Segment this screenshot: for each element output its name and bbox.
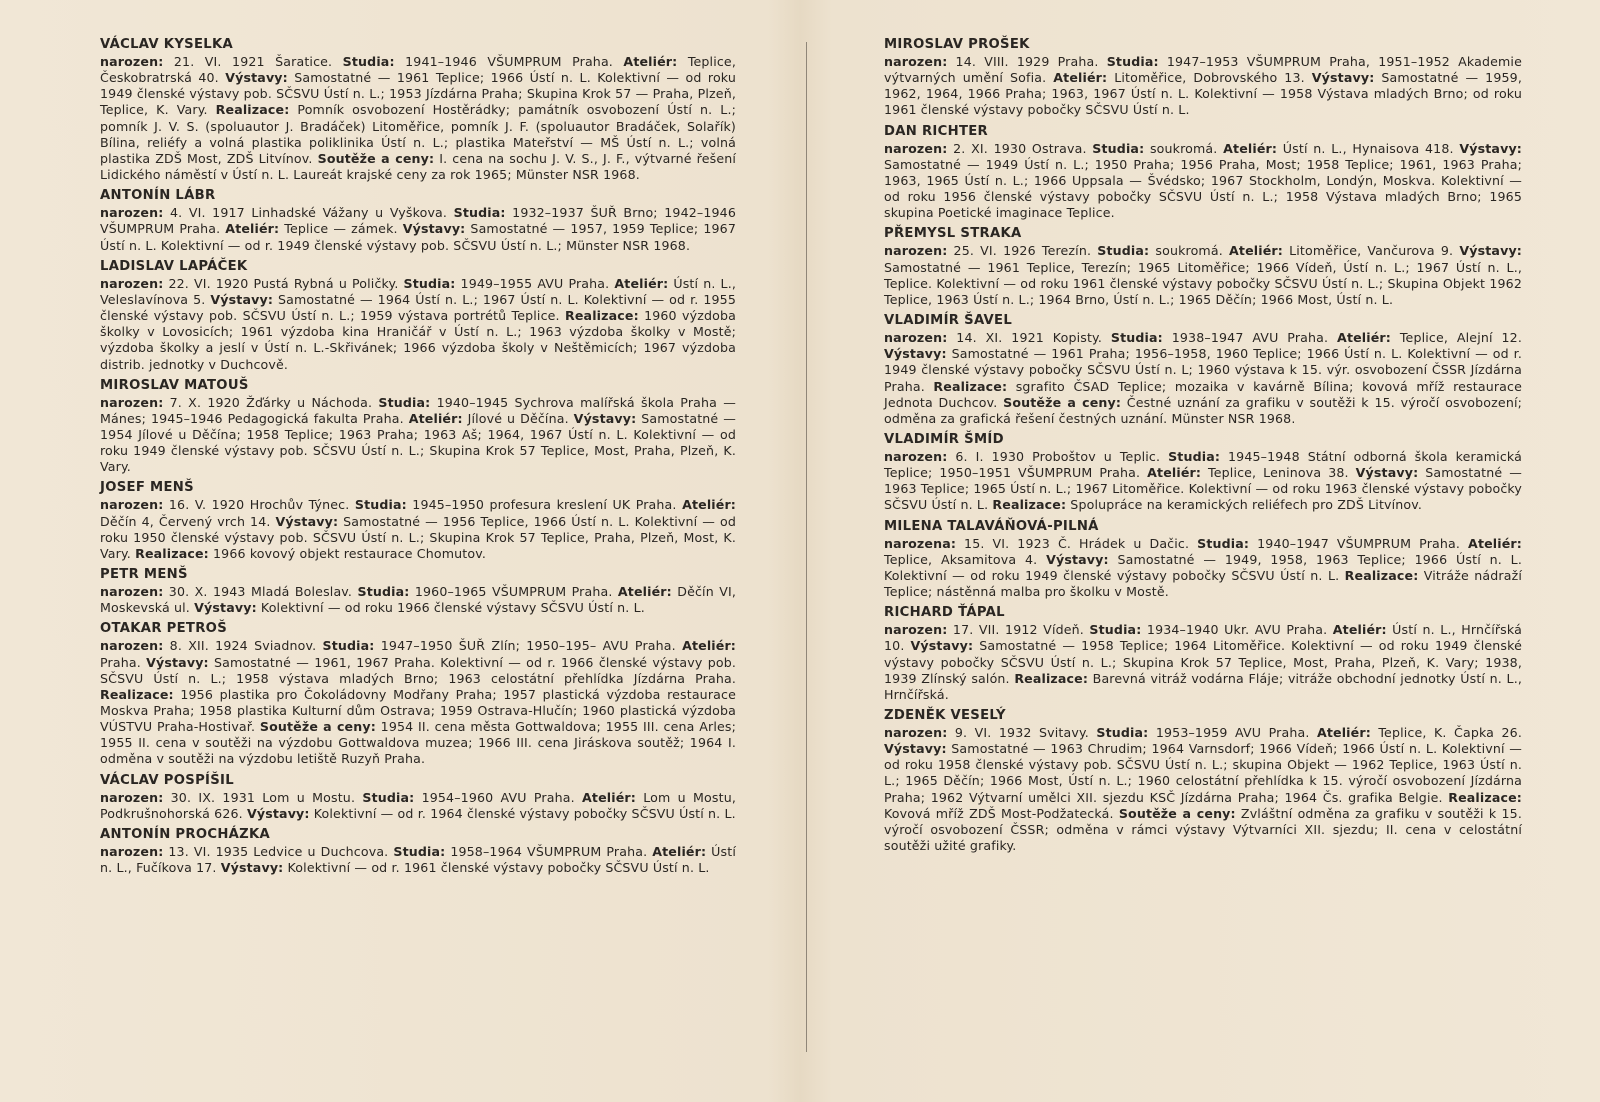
field-label: Výstavy: [225,70,288,86]
field-label: Výstavy: [1311,70,1375,86]
field-label: Realizace: [933,378,1008,394]
field-label: narozen: [884,243,948,259]
field-value: Samostatné — 1963 Teplice; 1965 Ústí n. L.; 1967 Litoměřice. Kolektivní — od roku 1963 členské výstavy pobočky SČSVU Ústí n. L. [884,465,1522,513]
artist-entry [884,604,1522,703]
field-value: Děčín VI, Moskevská ul. [100,584,736,616]
field-label: Výstavy: [275,513,339,529]
field-value: Samostatné — 1961 Teplice; 1966 Ústí n. L. Kolektivní — od roku 1949 členské výstavy pob. SČSVU Ústí n. L.; 1953 Jízdárna Praha; Skupina Krok 57 — Praha, Plzeň, Teplice, K. Vary. [100,70,736,118]
field-value: Ústí n. L., Hynaisova 418. [1277,140,1460,156]
artist-name: MIROSLAV PROŠEK [884,37,1030,52]
field-label: Soutěže a ceny: [1003,394,1122,410]
field-label: Realizace: [215,102,290,118]
field-value: 4. VI. 1917 Linhadské Vážany u Vyškova. [163,205,454,221]
field-label: narozen: [100,205,164,221]
artist-entry [100,187,736,253]
field-label: Studia: [1106,54,1159,69]
field-label: narozen: [100,843,164,859]
field-value: 1947–1953 VŠUMPRUM Praha, 1951–1952 Akademie výtvarných umění Sofia. [884,54,1522,86]
field-value: 16. V. 1920 Hrochův Týnec. [163,497,355,513]
artist-name: ANTONÍN LÁBR [100,188,216,204]
field-value: Barevná vitráž vodárna Fláje; vitráže obchodní jednotky Ústí n. L., Hrnčířská. [884,670,1523,702]
field-value: soukromá. [1149,243,1229,259]
artist-entry [884,431,1522,514]
field-label: Ateliér: [1229,243,1283,259]
artist-name: PŘEMYSL STRAKA [884,226,1022,242]
field-label: narozen: [100,584,164,600]
artist-biography [100,638,736,767]
artist-entry [100,826,736,876]
field-label: Soutěže a ceny: [317,150,435,166]
field-value: 22. VI. 1920 Pustá Rybná u Poličky. [163,275,404,291]
artist-entry [884,225,1522,308]
field-label: Výstavy: [910,638,974,654]
field-label: narozena: [884,535,957,551]
artist-entry [884,36,1522,119]
field-label: Realizace: [565,308,639,324]
artist-name: VLADIMÍR ŠAVEL [884,313,1013,329]
field-label: Ateliér: [682,638,736,654]
left-column [100,36,736,880]
artist-biography [100,844,736,876]
field-value: Jílové u Děčína. [462,410,574,426]
artist-entry [884,123,1522,222]
artist-entry [100,36,736,183]
artist-biography [884,243,1522,308]
field-label: Ateliér: [225,221,280,237]
field-label: Výstavy: [210,291,274,307]
field-label: narozen: [100,497,164,513]
field-value: Samostatné — 1949 Ústí n. L.; 1950 Praha; 1956 Praha, Most; 1958 Teplice; 1961, 1963 Praha; 1963, 1965 Ústí n. L.; 1966 Uppsala — Švédsko; 1967 Stockholm, Londýn, Moskva. Kolektivní — od roku 1956 členské výstavy pobočky SČSVU Ústí n. L.; 1958 Výstava mladých Brno; 1965 skupina Poetické imaginace Teplice. [884,156,1522,221]
field-label: Studia: [362,789,415,805]
field-label: narozen: [884,448,948,464]
field-label: Studia: [393,843,446,859]
artist-biography [884,141,1522,222]
field-value: 1960–1965 VŠUMPRUM Praha. [409,584,618,600]
field-value: 1954 II. cena města Gottwaldova; 1955 III. cena Arles; 1955 II. cena v soutěži na výzdobu Gottwaldova muzea; 1966 III. cena Jiráskova soutěž; 1964 I. odměna v soutěži na výzdobu letiště Ruzyň Praha. [100,719,736,767]
field-label: Ateliér: [408,410,463,426]
field-value: Ústí n. L., Hrnčířská 10. [884,622,1522,654]
field-label: Ateliér: [1223,140,1278,156]
artist-biography [884,54,1522,119]
field-label: Výstavy: [1355,465,1419,481]
field-label: Ateliér: [617,584,672,600]
field-value: 15. VI. 1923 Č. Hrádek u Dačic. [956,535,1198,551]
field-label: Výstavy: [194,600,257,616]
field-label: Ateliér: [1316,725,1371,740]
artist-biography [100,584,736,616]
field-value: Samostatné — 1954 Jílové u Děčína; 1958 Teplice; 1963 Praha; 1963 Aš; 1964, 1967 Ústí n. L. Kolektivní — od roku 1949 členské výstavy pob. SČSVU Ústí n. L.; Skupina Krok 57 Teplice, Most, Praha, Plzeň, K. Vary. [100,410,736,475]
field-label: Studia: [354,497,407,513]
artist-name: RICHARD ŤÁPAL [884,605,1005,621]
artist-entry [884,707,1522,854]
field-label: Ateliér: [1332,622,1387,638]
artist-name: PETR MENŠ [100,567,188,583]
field-label: narozen: [884,622,948,638]
field-value: Kolektivní — od r. 1961 členské výstavy pobočky SČSVU Ústí n. L. [283,860,710,876]
field-label: Realizace: [135,545,209,561]
artist-biography [100,395,736,476]
artist-entry [100,258,736,373]
field-value: 30. IX. 1931 Lom u Mostu. [163,789,363,805]
field-label: Výstavy: [246,805,310,821]
field-value: 30. X. 1943 Mladá Boleslav. [163,584,358,600]
field-label: Studia: [1110,330,1163,346]
field-label: narozen: [884,54,948,69]
field-label: Výstavy: [402,221,466,237]
artist-entry [100,772,736,822]
field-value: sgrafito ČSAD Teplice; mozaika v kavárně Bílina; kovová mříž restaurace Jednota Duchcov. [884,378,1522,410]
field-value: Praha. [100,654,147,670]
artist-entry [100,479,736,562]
field-value: Samostatné — 1963 Chrudim; 1964 Varnsdorf; 1966 Vídeň; 1966 Ústí n. L. Kolektivní — od roku 1958 členské výstavy pob. SČSVU Ústí n. L.; skupina Objekt — 1962 Teplice, 1963 Ústí n. L.; 1965 Děčín; 1966 Most, Ústí n. L.; 1960 celostátní přehlídka k 15. výročí osvobození Jízdárna Praha; 1962 Výtvarní umělci XII. sjezdu KSČ Jízdárna Praha; 1964 Čs. grafika Belgie. [884,741,1522,805]
field-label: narozen: [100,638,164,654]
field-value: Ústí n. L., Fučíkova 17. [100,843,736,876]
field-label: Realizace: [1014,670,1089,686]
field-label: Realizace: [1344,567,1419,583]
artist-entry [884,518,1522,601]
field-label: Výstavy: [1459,243,1522,259]
artist-name: ANTONÍN PROCHÁZKA [100,826,271,842]
field-label: Studia: [1092,140,1145,156]
artist-name: LADISLAV LAPÁČEK [100,258,248,274]
artist-name: MILENA TALAVÁŇOVÁ-PILNÁ [884,518,1099,534]
field-label: Výstavy: [1459,140,1522,156]
field-value: 1938–1947 AVU Praha. [1162,330,1338,346]
field-value: Samostatné — 1961, 1967 Praha. Kolektivní — od r. 1966 členské výstavy pob. SČSVU Ústí n. L.; 1958 výstava mladých Brno; 1963 celostátní přehlídka Jízdárna Praha. [100,654,737,686]
field-value: Vitráže nádraží Teplice; nástěnná malba pro školku v Mostě. [884,567,1522,600]
field-label: Realizace: [992,497,1067,513]
artist-name: DAN RICHTER [884,123,989,139]
field-value: Spolupráce na keramických reliéfech pro ZDŠ Litvínov. [1066,497,1423,513]
artist-biography [100,497,736,562]
field-value: soukromá. [1144,140,1224,156]
field-value: 2. XI. 1930 Ostrava. [947,140,1093,156]
field-label: Ateliér: [1337,330,1391,346]
field-label: Soutěže a ceny: [1118,805,1236,821]
field-value: Pomník osvobození Hostěrádky; památník osvobození Ústí n. L.; pomník J. V. S. (spoluautor J. Bradáček) Litoměřice, pomník J. F. (spoluautor Bradáček, Solařík) Bílina, reliéfy a volná plastika poliklinika Ústí n. L.; plastika Mateřství — MŠ Ústí n. L.; volná plastika ZDŠ Most, ZDŠ Litvínov. [100,102,736,166]
artist-entry [884,312,1522,427]
field-label: Výstavy: [1046,551,1109,567]
field-value: 1956 plastika pro Čokoládovny Modřany Praha; 1957 plastická výzdoba restaurace Moskva Praha; 1958 plastika Kulturní dům Ostrava; 1959 Ostrava-Hlučín; 1960 plastická výzdoba VÚSTVU Praha-Hostivař. [100,686,736,735]
artist-biography [100,276,736,373]
field-label: Studia: [1097,243,1150,259]
artist-name: VÁCLAV POSPÍŠIL [100,772,234,788]
field-value: 1949–1955 AVU Praha. [455,275,615,291]
artist-biography [884,725,1522,854]
field-value: 1945–1948 Státní odborná škola keramická Teplice; 1950–1951 VŠUMPRUM Praha. [884,448,1522,481]
field-value: 1958–1964 VŠUMPRUM Praha. [445,843,653,859]
field-label: Studia: [1089,622,1142,638]
field-value: Samostatné — 1964 Ústí n. L.; 1967 Ústí n. L. Kolektivní — od r. 1955 členské výstavy pob. SČSVU Ústí n. L.; 1959 výstava portrétů Teplice. [100,291,736,324]
field-label: Studia: [1096,725,1149,740]
field-value: 14. XI. 1921 Kopisty. [947,330,1111,346]
field-label: narozen: [100,54,164,69]
field-label: Výstavy: [884,741,947,757]
field-value: Samostatné — 1961 Praha; 1956–1958, 1960 Teplice; 1966 Ústí n. L. Kolektivní — od r. 1949 členské výstavy pobočky SČSVU Ústí n. L; 1960 výstava k 15. výr. osvobození ČSSR Jízdárna Praha. [884,346,1522,394]
field-label: Ateliér: [614,275,669,291]
field-value: Litoměřice, Vančurova 9. [1282,243,1460,259]
field-label: narozen: [884,330,948,346]
field-value: Samostatné — 1949, 1958, 1963 Teplice; 1966 Ústí n. L. Kolektivní — od roku 1949 členské výstavy pobočky SČSVU Ústí n. L. [884,551,1522,583]
artist-biography [884,536,1522,601]
artist-entry [100,566,736,616]
field-value: 1932–1937 ŠUŘ Brno; 1942–1946 VŠUMPRUM Praha. [100,205,736,237]
field-label: narozen: [100,275,164,291]
field-value: Kolektivní — od r. 1964 členské výstavy pobočky SČSVU Ústí n. L. [309,805,736,821]
artist-name: VÁCLAV KYSELKA [100,37,234,52]
field-label: narozen: [100,789,164,805]
field-value: 1945–1950 profesura kreslení UK Praha. [406,497,683,513]
artist-biography [100,790,736,822]
field-value: Teplice, Aksamitova 4. [884,551,1047,567]
field-value: 1954–1960 AVU Praha. [414,789,583,805]
field-value: Teplice, Leninova 38. [1201,465,1356,481]
artist-name: MIROSLAV MATOUŠ [100,377,249,393]
field-value: 25. VI. 1926 Terezín. [947,243,1098,259]
field-value: Samostatné — 1958 Teplice; 1964 Litoměřice. Kolektivní — od roku 1949 členské výstavy pobočky SČSVU Ústí n. L.; Skupina Krok 57 Teplice, Most, Praha, Plzeň, K. Vary; 1938, 1939 Zlínský salón. [884,638,1522,686]
field-value: 9. VI. 1932 Svitavy. [947,725,1097,740]
field-value: Teplice, Alejní 12. [1390,330,1522,346]
artist-name: ZDENĚK VESELÝ [884,708,1006,723]
field-value: Děčín 4, Červený vrch 14. [100,513,276,529]
field-value: 1953–1959 AVU Praha. [1148,725,1317,740]
field-value: 1940–1945 Sychrova malířská škola Praha — Mánes; 1945–1946 Pedagogická fakulta Praha. [100,394,736,426]
artist-biography [100,54,736,183]
field-label: Ateliér: [1147,465,1202,481]
field-value: Samostatné — 1956 Teplice, 1966 Ústí n. L. Kolektivní — od roku 1950 členské výstavy pob. SČSVU Ústí n. L.; Skupina Krok 57 Teplice, Praha, Plzeň, Most, K. Vary. [100,513,737,561]
field-value: Litoměřice, Dobrovského 13. [1107,70,1312,86]
field-value: 17. VII. 1912 Vídeň. [947,622,1090,638]
field-label: Studia: [322,638,375,654]
field-value: 1940–1947 VŠUMPRUM Praha. [1249,535,1469,551]
field-label: narozen: [884,725,948,740]
field-value: 14. VIII. 1929 Praha. [947,54,1107,69]
field-label: Realizace: [100,686,174,702]
field-label: Ateliér: [582,789,636,805]
field-value: I. cena na sochu J. V. S., J. F., výtvarné řešení Lidického náměstí v Ústí n. L. Laureát krajské ceny za rok 1965; Münster NSR 1968. [100,150,736,183]
field-label: Výstavy: [573,410,637,426]
field-value: 1934–1940 Ukr. AVU Praha. [1141,622,1333,638]
artist-biography [884,330,1522,427]
field-label: Výstavy: [146,654,209,670]
field-value: 7. X. 1920 Žďárky u Náchoda. [163,394,379,410]
field-value: 1941–1946 VŠUMPRUM Praha. [394,54,624,69]
field-label: Výstavy: [220,860,284,876]
field-label: Ateliér: [682,497,736,513]
field-value: Kovová mříž ZDŠ Most-Podžatecká. [884,805,1119,821]
field-label: Studia: [403,275,456,291]
right-column [884,36,1522,858]
page-fold-divider [806,42,807,1052]
field-value: Ústí n. L., Veleslavínova 5. [100,275,736,307]
artist-entry [100,377,736,476]
field-value: Teplice — zámek. [279,221,403,237]
artist-entry [100,620,736,767]
artist-biography [100,205,736,253]
field-label: Ateliér: [652,843,707,859]
field-label: Studia: [1197,535,1250,551]
field-value: Kolektivní — od roku 1966 členské výstavy SČSVU Ústí n. L. [256,600,645,616]
field-value: Samostatné — 1961 Teplice, Terezín; 1965 Litoměřice; 1966 Vídeň, Ústí n. L.; 1967 Ústí n. L., Teplice. Kolektivní — od roku 1961 členské výstavy pobočky SČSVU Ústí n. L.; Skupina Objekt 1962 Teplice, 1963 Ústí n. L.; 1964 Brno, Ústí n. L.; 1965 Děčín; 1966 Most, Ústí n. L. [884,259,1522,307]
field-value: Teplice, Českobratrská 40. [100,54,736,86]
field-value: 8. XII. 1924 Sviadnov. [163,638,323,654]
field-label: Výstavy: [884,346,947,362]
field-label: Studia: [378,394,431,410]
field-label: narozen: [884,140,948,156]
artist-biography [884,449,1522,514]
field-value: Lom u Mostu, Podkrušnohorská 626. [100,789,736,821]
field-label: Ateliér: [1053,70,1108,86]
field-value: 1947–1950 ŠUŘ Zlín; 1950–195– AVU Praha. [374,638,683,654]
artist-name: JOSEF MENŠ [100,480,194,496]
artist-biography [884,622,1522,703]
field-label: narozen: [100,394,164,410]
field-value: Zvláštní odměna za grafiku v soutěži k 15. výročí osvobození ČSSR; odměna v rámci výstavy Výtvarníci XII. sjezdu; II. cena v celostátní soutěži užité grafiky. [884,805,1522,854]
field-value: Samostatné — 1957, 1959 Teplice; 1967 Ústí n. L. Kolektivní — od r. 1949 členské výstavy pob. SČSVU Ústí n. L.; Münster NSR 1968. [100,221,736,253]
field-label: Studia: [342,54,395,69]
field-value: Samostatné — 1959, 1962, 1964, 1966 Praha; 1963, 1967 Ústí n. L. Kolektivní — 1958 Výstava mladých Brno; od roku 1961 členské výstavy pobočky SČSVU Ústí n. L. [884,70,1522,118]
field-value: Teplice, K. Čapka 26. [1370,725,1522,740]
field-value: 13. VI. 1935 Ledvice u Duchcova. [163,843,394,859]
field-label: Studia: [357,584,410,600]
field-value: 1966 kovový objekt restaurace Chomutov. [208,545,486,561]
field-label: Studia: [453,205,506,221]
field-value: 6. I. 1930 Proboštov u Teplic. [947,448,1169,464]
field-value: 21. VI. 1921 Šaratice. [163,54,343,69]
artist-name: VLADIMÍR ŠMÍD [884,431,1004,447]
field-value: 1960 výzdoba školky v Lovosicích; 1961 výzdoba kina Hraničář v Ústí n. L.; 1963 výzdoba školky v Mostě; výzdoba školky a jeslí v Ústí n. L.-Skřivánek; 1966 výzdoba školy v Neštěmicích; 1967 výzdoba distrib. jednotky v Duchcově. [100,308,737,372]
field-label: Soutěže a ceny: [259,719,376,735]
field-label: Ateliér: [623,54,678,69]
field-label: Ateliér: [1468,535,1522,551]
field-value: Čestné uznání za grafiku v soutěži k 15. výročí osvobození; odměna za grafická řešení čestných uznání. Münster NSR 1968. [884,394,1522,426]
field-label: Studia: [1168,448,1221,464]
field-label: Realizace: [1448,789,1522,805]
artist-name: OTAKAR PETROŠ [100,621,227,637]
